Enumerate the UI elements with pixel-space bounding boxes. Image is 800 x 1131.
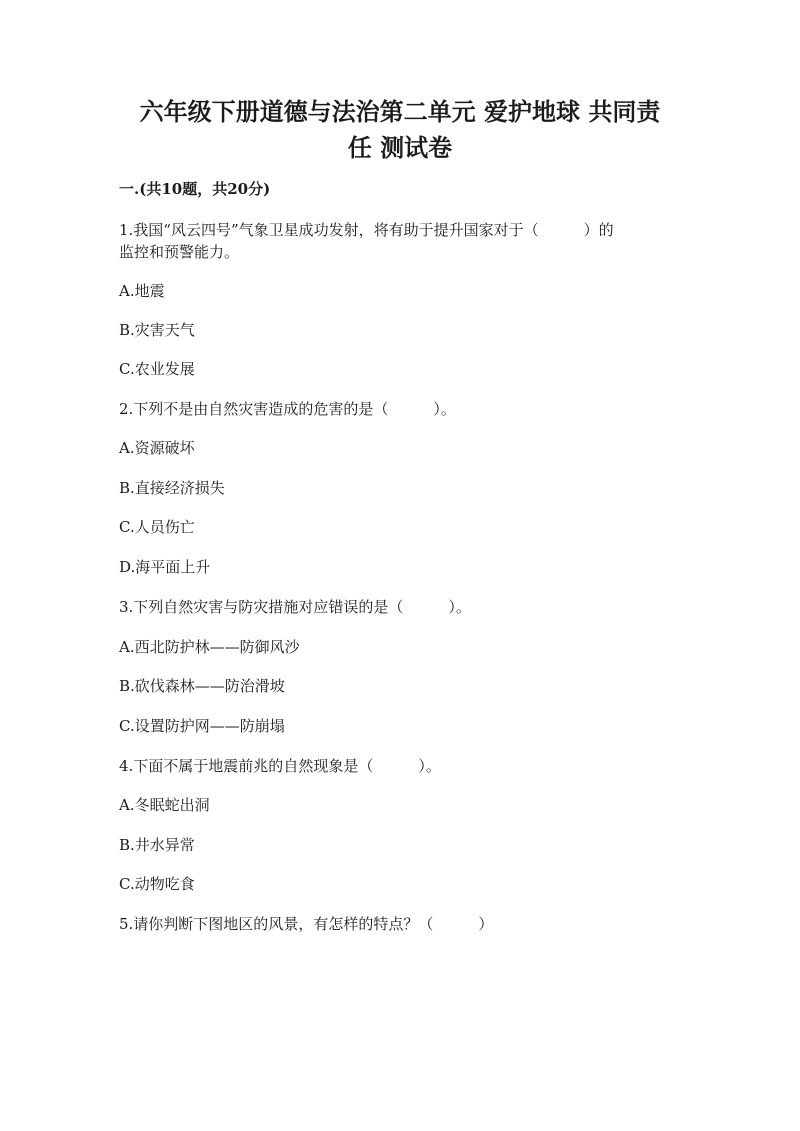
question-3-stem: 3.下列自然灾害与防灾措施对应错误的是（ ）。 bbox=[119, 598, 471, 616]
question-1-stem-line-2: 监控和预警能力。 bbox=[119, 243, 240, 261]
question-1-option-c: C.农业发展 bbox=[119, 360, 195, 378]
question-4-option-c: C.动物吃食 bbox=[119, 875, 195, 893]
question-2-option-a: A.资源破坏 bbox=[119, 439, 195, 457]
question-1-stem-line-1: 1.我国“风云四号”气象卫星成功发射，将有助于提升国家对于（ ）的 bbox=[119, 221, 614, 239]
title-line-1: 六年级下册道德与法治第二单元 爱护地球 共同责 bbox=[139, 97, 661, 126]
question-4-stem: 4.下面不属于地震前兆的自然现象是（ ）。 bbox=[119, 757, 441, 775]
question-3-option-a: A.西北防护林——防御风沙 bbox=[119, 638, 300, 656]
question-1-option-b: B.灾害天气 bbox=[119, 321, 195, 339]
question-2-option-c: C.人员伤亡 bbox=[119, 518, 195, 536]
question-5-stem: 5.请你判断下图地区的风景，有怎样的特点？（ ） bbox=[119, 915, 494, 933]
section-heading: 一.(共10题，共20分) bbox=[119, 180, 271, 198]
title-line-2: 任 测试卷 bbox=[347, 133, 453, 162]
question-4-option-a: A.冬眠蛇出洞 bbox=[119, 796, 210, 814]
question-2-stem: 2.下列不是由自然灾害造成的危害的是（ ）。 bbox=[119, 400, 456, 418]
question-1-option-a: A.地震 bbox=[119, 282, 165, 300]
question-4-option-b: B.井水异常 bbox=[119, 836, 195, 854]
question-3-option-c: C.设置防护网——防崩塌 bbox=[119, 717, 285, 735]
question-2-option-b: B.直接经济损失 bbox=[119, 479, 225, 497]
document-title bbox=[120, 94, 680, 166]
question-2-option-d: D.海平面上升 bbox=[119, 558, 211, 576]
question-3-option-b: B.砍伐森林——防治滑坡 bbox=[119, 677, 285, 695]
